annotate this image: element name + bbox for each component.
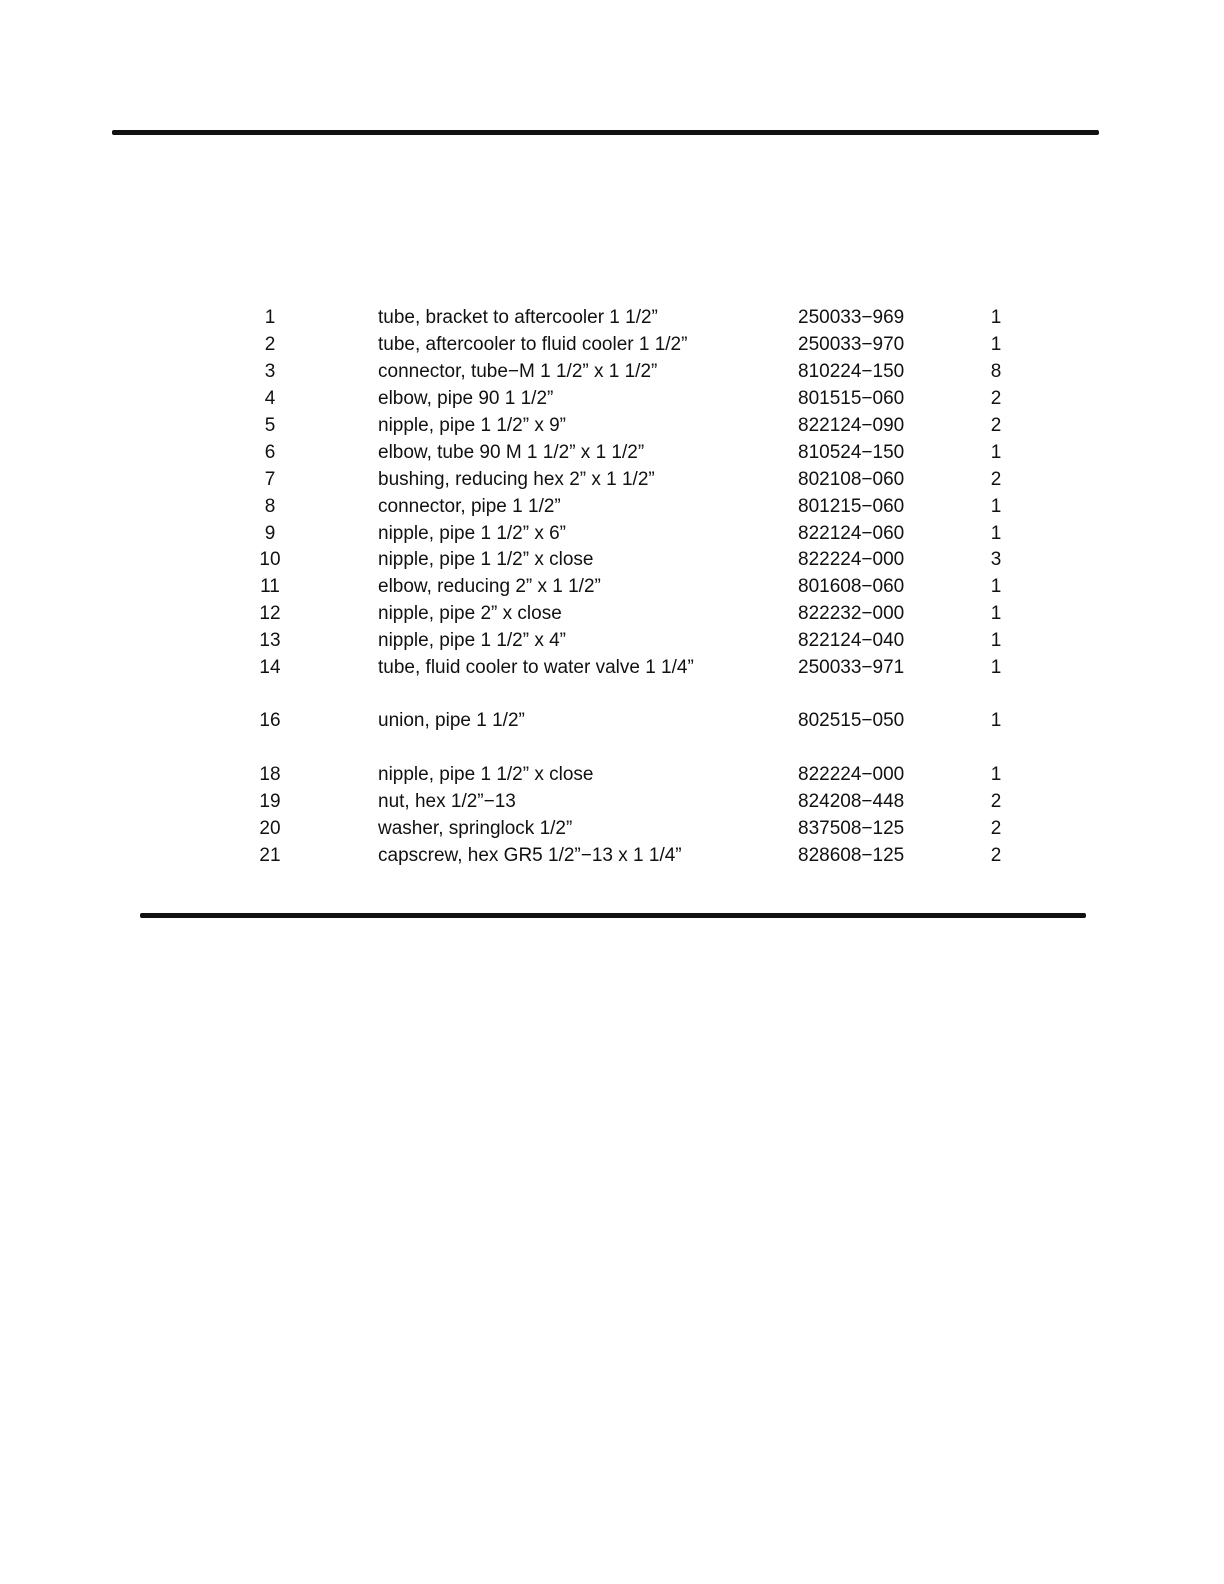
top-divider — [112, 130, 1099, 135]
item-number: 16 — [259, 710, 281, 731]
part-description: nipple, pipe 1 1/2” x close — [378, 764, 594, 785]
part-number: 837508−125 — [798, 818, 905, 839]
bottom-divider — [140, 913, 1086, 918]
parts-row — [0, 546, 1224, 573]
part-number: 822224−000 — [798, 764, 905, 785]
item-number: 20 — [259, 818, 281, 839]
quantity: 1 — [990, 307, 1002, 328]
quantity: 2 — [990, 791, 1002, 812]
item-number: 12 — [259, 603, 281, 624]
item-number: 21 — [259, 845, 281, 866]
part-description: capscrew, hex GR5 1/2”−13 x 1 1/4” — [378, 845, 682, 866]
part-number: 250033−970 — [798, 334, 905, 355]
parts-row — [0, 761, 1224, 788]
quantity: 1 — [990, 496, 1002, 517]
item-number: 11 — [260, 576, 280, 597]
parts-row — [0, 654, 1224, 681]
part-number: 824208−448 — [798, 791, 905, 812]
parts-row — [0, 600, 1224, 627]
part-description: nipple, pipe 1 1/2” x 9” — [378, 415, 567, 436]
part-description: elbow, reducing 2” x 1 1/2” — [378, 576, 601, 597]
parts-row — [0, 493, 1224, 520]
quantity: 3 — [990, 549, 1002, 570]
quantity: 1 — [990, 442, 1002, 463]
item-number: 14 — [259, 657, 281, 678]
quantity: 8 — [990, 361, 1002, 382]
item-number: 7 — [264, 469, 276, 490]
parts-row — [0, 439, 1224, 466]
parts-row — [0, 385, 1224, 412]
item-number: 5 — [264, 415, 276, 436]
part-number: 822232−000 — [798, 603, 905, 624]
part-number: 828608−125 — [798, 845, 905, 866]
part-number: 802108−060 — [798, 469, 905, 490]
item-number: 2 — [264, 334, 276, 355]
part-description: tube, bracket to aftercooler 1 1/2” — [378, 307, 658, 328]
part-description: nipple, pipe 1 1/2” x 6” — [378, 523, 567, 544]
part-number: 801608−060 — [798, 576, 905, 597]
parts-row — [0, 358, 1224, 385]
quantity: 2 — [990, 469, 1002, 490]
part-description: connector, pipe 1 1/2” — [378, 496, 561, 517]
parts-row — [0, 707, 1224, 734]
item-number: 19 — [259, 791, 281, 812]
quantity: 1 — [990, 764, 1002, 785]
parts-row — [0, 412, 1224, 439]
part-number: 822124−060 — [798, 523, 905, 544]
parts-row — [0, 627, 1224, 654]
part-number: 802515−050 — [798, 710, 905, 731]
quantity: 1 — [990, 334, 1002, 355]
part-description: tube, aftercooler to fluid cooler 1 1/2” — [378, 334, 688, 355]
part-number: 250033−971 — [798, 657, 905, 678]
quantity: 1 — [990, 523, 1002, 544]
part-description: elbow, pipe 90 1 1/2” — [378, 388, 554, 409]
part-number: 801215−060 — [798, 496, 905, 517]
part-description: elbow, tube 90 M 1 1/2” x 1 1/2” — [378, 442, 645, 463]
item-number: 4 — [264, 388, 276, 409]
part-number: 822124−090 — [798, 415, 905, 436]
part-description: union, pipe 1 1/2” — [378, 710, 525, 731]
parts-row — [0, 842, 1224, 869]
item-number: 8 — [264, 496, 276, 517]
parts-row — [0, 304, 1224, 331]
quantity: 1 — [990, 603, 1002, 624]
quantity: 2 — [990, 388, 1002, 409]
part-number: 810224−150 — [798, 361, 905, 382]
parts-row — [0, 573, 1224, 600]
quantity: 1 — [990, 630, 1002, 651]
quantity: 2 — [990, 818, 1002, 839]
part-description: nipple, pipe 1 1/2” x close — [378, 549, 594, 570]
item-number: 6 — [264, 442, 276, 463]
quantity: 1 — [990, 657, 1002, 678]
parts-row — [0, 520, 1224, 547]
part-number: 250033−969 — [798, 307, 905, 328]
item-number: 18 — [259, 764, 281, 785]
parts-row — [0, 331, 1224, 358]
item-number: 10 — [259, 549, 281, 570]
part-description: bushing, reducing hex 2” x 1 1/2” — [378, 469, 655, 490]
quantity: 2 — [990, 415, 1002, 436]
parts-row — [0, 815, 1224, 842]
item-number: 13 — [259, 630, 281, 651]
part-number: 801515−060 — [798, 388, 905, 409]
part-number: 822124−040 — [798, 630, 905, 651]
quantity: 2 — [990, 845, 1002, 866]
item-number: 1 — [264, 307, 276, 328]
part-description: washer, springlock 1/2” — [378, 818, 573, 839]
part-description: nipple, pipe 2” x close — [378, 603, 562, 624]
item-number: 9 — [264, 523, 276, 544]
part-description: nipple, pipe 1 1/2” x 4” — [378, 630, 567, 651]
part-number: 822224−000 — [798, 549, 905, 570]
part-description: connector, tube−M 1 1/2” x 1 1/2” — [378, 361, 658, 382]
part-description: tube, fluid cooler to water valve 1 1/4” — [378, 657, 694, 678]
parts-row — [0, 788, 1224, 815]
quantity: 1 — [990, 710, 1002, 731]
part-description: nut, hex 1/2”−13 — [378, 791, 516, 812]
parts-row — [0, 466, 1224, 493]
part-number: 810524−150 — [798, 442, 905, 463]
item-number: 3 — [264, 361, 276, 382]
quantity: 1 — [990, 576, 1002, 597]
